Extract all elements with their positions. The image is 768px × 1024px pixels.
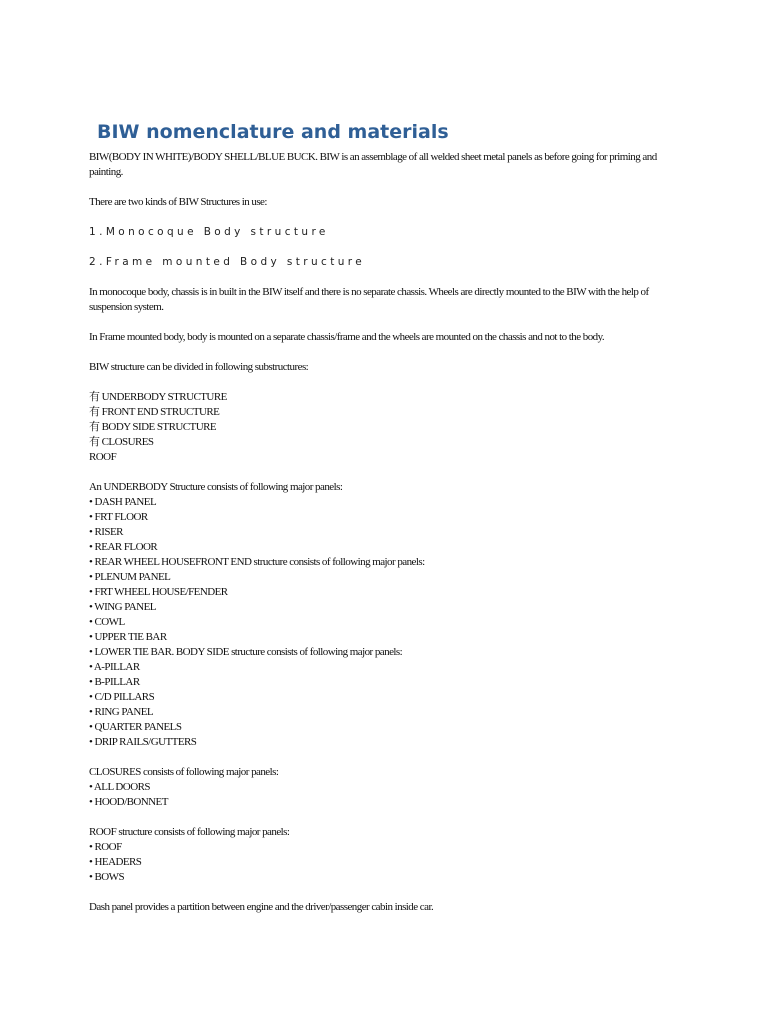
list-item: • RING PANEL (89, 706, 154, 718)
list-item: • ALL DOORS (89, 781, 150, 793)
list-item: 有 UNDERBODY STRUCTURE (89, 391, 227, 403)
list-item: • DRIP RAILS/GUTTERS (89, 736, 197, 748)
list-item: • QUARTER PANELS (89, 721, 182, 733)
dash-panel-description: Dash panel provides a partition between engine and the driver/passenger cabin inside car. (89, 901, 434, 913)
list-item: • HOOD/BONNET (89, 796, 168, 808)
list-item: • HEADERS (89, 856, 142, 868)
document-body (89, 150, 679, 930)
page-title: BIW nomenclature and materials (97, 121, 449, 143)
monocoque-description: In monocoque body, chassis is in built in the BIW itself and there is no separate chassis. Wheels are directly mounted to the BIW with the help of suspension system. (89, 286, 649, 313)
list-item: • C/D PILLARS (89, 691, 155, 703)
list-item: • FRT WHEEL HOUSE/FENDER (89, 586, 228, 598)
list-heading: CLOSURES consists of following major panels: (89, 766, 279, 778)
kind-frame-mounted: 2.Frame mounted Body structure (89, 256, 366, 268)
list-item: ROOF (89, 451, 117, 463)
substructures-list (89, 390, 679, 465)
frame-description: In Frame mounted body, body is mounted on a separate chassis/frame and the wheels are mounted on the chassis and not to the body. (89, 331, 605, 343)
list-item: • BOWS (89, 871, 125, 883)
list-item: • PLENUM PANEL (89, 571, 171, 583)
kinds-intro: There are two kinds of BIW Structures in use: (89, 196, 267, 208)
list-item: • LOWER TIE BAR. BODY SIDE structure consists of following major panels: (89, 646, 403, 658)
substructures-intro: BIW structure can be divided in following substructures: (89, 361, 309, 373)
list-item: • WING PANEL (89, 601, 156, 613)
list-item: 有 FRONT END STRUCTURE (89, 406, 220, 418)
roof-list (89, 825, 679, 885)
list-item: • REAR FLOOR (89, 541, 158, 553)
list-item: • B-PILLAR (89, 676, 140, 688)
list-item: • FRT FLOOR (89, 511, 148, 523)
list-item: • RISER (89, 526, 123, 538)
list-item: • UPPER TIE BAR (89, 631, 167, 643)
kind-monocoque: 1.Monocoque Body structure (89, 226, 329, 238)
intro-paragraph: BIW(BODY IN WHITE)/BODY SHELL/BLUE BUCK. BIW is an assemblage of all welded sheet metal panels as before going for priming and painting. (89, 151, 657, 178)
list-heading: An UNDERBODY Structure consists of following major panels: (89, 481, 343, 493)
list-item: • DASH PANEL (89, 496, 157, 508)
list-item: • A-PILLAR (89, 661, 140, 673)
closures-list (89, 765, 679, 810)
list-item: • COWL (89, 616, 125, 628)
list-item: • REAR WHEEL HOUSEFRONT END structure consists of following major panels: (89, 556, 425, 568)
list-heading: ROOF structure consists of following major panels: (89, 826, 290, 838)
list-item: • ROOF (89, 841, 122, 853)
list-item: 有 BODY SIDE STRUCTURE (89, 421, 217, 433)
panels-list (89, 480, 679, 750)
list-item: 有 CLOSURES (89, 436, 154, 448)
